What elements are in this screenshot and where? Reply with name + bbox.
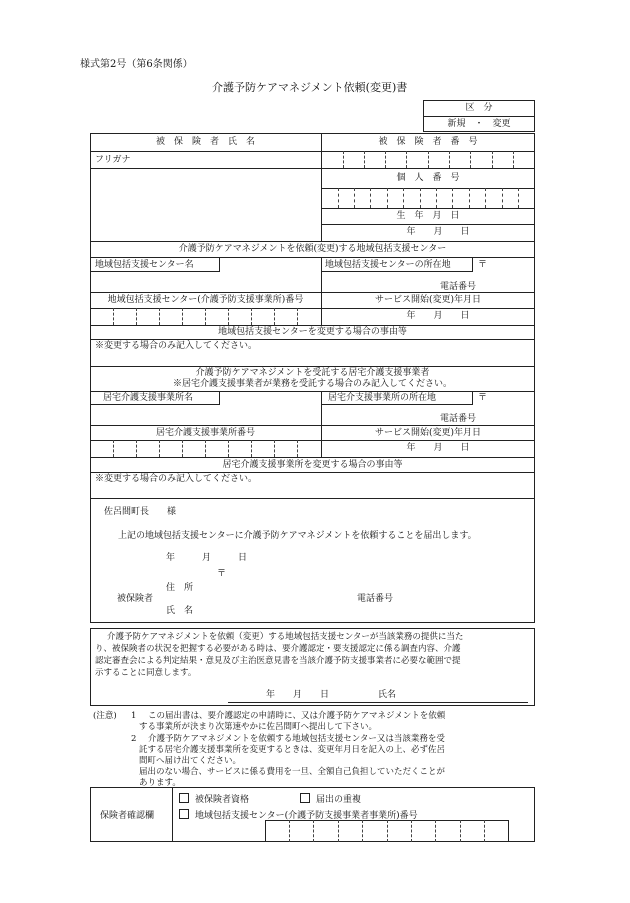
note-1-line-1: この届出書は、要介護認定の申請時に、又は介護予防ケアマネジメントを依頼 <box>148 711 446 721</box>
confirm-option-eligibility-label: 被保険者資格 <box>195 795 250 805</box>
kyotaku-change-note: ※変更する場合のみ記入してください。 <box>95 474 258 484</box>
center-change-reason-field[interactable] <box>90 352 535 366</box>
kyotaku-postal-mark: 〒 <box>478 393 488 403</box>
consent-date[interactable]: 年 月 日 <box>266 690 330 700</box>
note-2-line-4: 届出のない場合、サービスに係る費用を一旦、全額自己負担していただくことが <box>139 767 446 777</box>
confirm-option-eligibility[interactable] <box>179 792 249 805</box>
dob-label: 生 年 月 日 <box>396 211 460 221</box>
center-phone-label: 電話番号 <box>440 282 477 292</box>
kyotaku-service-start-label: サービス開始(変更)年月日 <box>374 428 482 438</box>
kyotaku-address-label: 居宅介支援事業所の所在地 <box>328 393 437 403</box>
kubun-label: 区 分 <box>465 103 493 113</box>
kyotaku-address-field[interactable] <box>325 405 530 415</box>
confirm-option-duplicate[interactable] <box>300 792 361 805</box>
kojin-number-label: 個 人 番 号 <box>396 173 460 183</box>
note-2-line-5: あります。 <box>139 778 181 788</box>
insured-name-label: 被 保 険 者 氏 名 <box>155 137 255 147</box>
page-title: 介護予防ケアマネジメント依頼(変更)書 <box>212 81 408 94</box>
center-change-note: ※変更する場合のみ記入してください。 <box>95 341 258 351</box>
checkbox-icon[interactable] <box>179 793 189 803</box>
consent-line-3: 認定審査会による判定結果・意見及び主治医意見書を当該介護予防支援事業者に必要な範囲で提 <box>95 656 461 666</box>
kyotaku-change-reason-field[interactable] <box>90 485 535 498</box>
consent-name-label: 氏名 <box>378 690 397 700</box>
declaration-statement: 上記の地域包括支援センターに介護予防ケアマネジメントを依頼することを届出します。 <box>118 531 477 541</box>
center-section-title: 介護予防ケアマネジメントを依頼(変更)する地域包括支援センター <box>178 244 447 254</box>
kyotaku-name-field[interactable] <box>90 405 321 425</box>
kubun-options[interactable]: 新規 ・ 変更 <box>447 119 511 129</box>
declaration-insured-label: 被保険者 <box>117 594 154 604</box>
furigana-label: フリガナ <box>95 155 131 165</box>
center-address-label: 地域包括支援センターの所在地 <box>325 260 451 270</box>
declaration-date[interactable]: 年 月 日 <box>166 553 248 563</box>
confirm-label: 保険者確認欄 <box>100 811 155 821</box>
center-address-field[interactable] <box>325 272 530 282</box>
note-1-number: 1 <box>131 711 137 721</box>
center-service-start-label: サービス開始(変更)年月日 <box>374 295 482 305</box>
insured-name-field[interactable] <box>94 172 318 238</box>
checkbox-icon[interactable] <box>179 809 189 819</box>
kyotaku-service-start-value[interactable]: 年 月 日 <box>406 443 470 453</box>
declaration-applicant-field[interactable] <box>210 580 510 616</box>
note-1-line-2: する事業所が決まり次第速やかに佐呂間町へ提出して下さい。 <box>139 722 378 732</box>
notes-label: (注意) <box>93 711 117 721</box>
center-office-number-label: 地域包括支援センター(介護予防支援事業所)番号 <box>107 295 304 305</box>
kyotaku-phone-label: 電話番号 <box>440 414 477 424</box>
declaration-name-label: 氏 名 <box>166 606 194 616</box>
note-2-line-3: 間町へ届け出てください。 <box>139 756 242 766</box>
kyotaku-name-label: 居宅介護支援事業所名 <box>103 393 194 403</box>
center-service-start-value[interactable]: 年 月 日 <box>406 311 470 321</box>
consent-signature-line[interactable] <box>228 702 528 703</box>
kyotaku-section-title: 介護予防ケアマネジメントを受託する居宅介護支援事業者 <box>195 368 430 378</box>
note-2-number: 2 <box>131 734 137 744</box>
center-change-reason-title: 地域包括支援センターを変更する場合の事由等 <box>218 327 407 337</box>
declaration-phone-label: 電話番号 <box>357 594 394 604</box>
form-number: 様式第2号（第6条関係） <box>80 59 193 70</box>
confirm-option-duplicate-label: 届出の重複 <box>316 795 362 805</box>
dob-value[interactable]: 年 月 日 <box>406 227 470 237</box>
declaration-postal-mark: 〒 <box>217 569 227 579</box>
kyotaku-office-number-label: 居宅介護支援事業所番号 <box>155 428 255 438</box>
kyotaku-change-reason-title: 居宅介護支援事業所を変更する場合の事由等 <box>222 460 403 470</box>
declaration-address-label: 住 所 <box>166 583 194 593</box>
confirm-option-center-number-label: 地域包括支援センター(介護予防支援事業者事業所)番号 <box>195 811 418 821</box>
consent-line-2: り、被保険者の状況を把握する必要がある時は、要介護認定・要支援認定に係る調査内容、介護 <box>95 644 461 654</box>
note-2-line-1: 介護予防ケアマネジメントを依頼する地域包括支援センター又は当該業務を受 <box>148 734 445 744</box>
checkbox-icon[interactable] <box>300 793 310 803</box>
consent-line-4: 示することに同意します。 <box>95 668 197 678</box>
center-name-label: 地域包括支援センター名 <box>95 260 194 270</box>
note-2-line-2: 託する居宅介護支援事業所を変更するときは、変更年月日を記入の上、必ず佐呂 <box>139 745 446 755</box>
kyotaku-section-note: ※居宅介護支援事業者が業務を受託する場合のみ記入してください。 <box>172 379 452 389</box>
consent-line-1: 介護予防ケアマネジメントを依頼（変更）する地域包括支援センターが当該業務の提供に当た <box>107 632 464 642</box>
insured-number-label: 被 保 険 者 番 号 <box>378 137 478 147</box>
addressee: 佐呂間町長 様 <box>104 507 177 517</box>
center-name-field[interactable] <box>90 272 321 292</box>
center-postal-mark: 〒 <box>478 260 488 270</box>
